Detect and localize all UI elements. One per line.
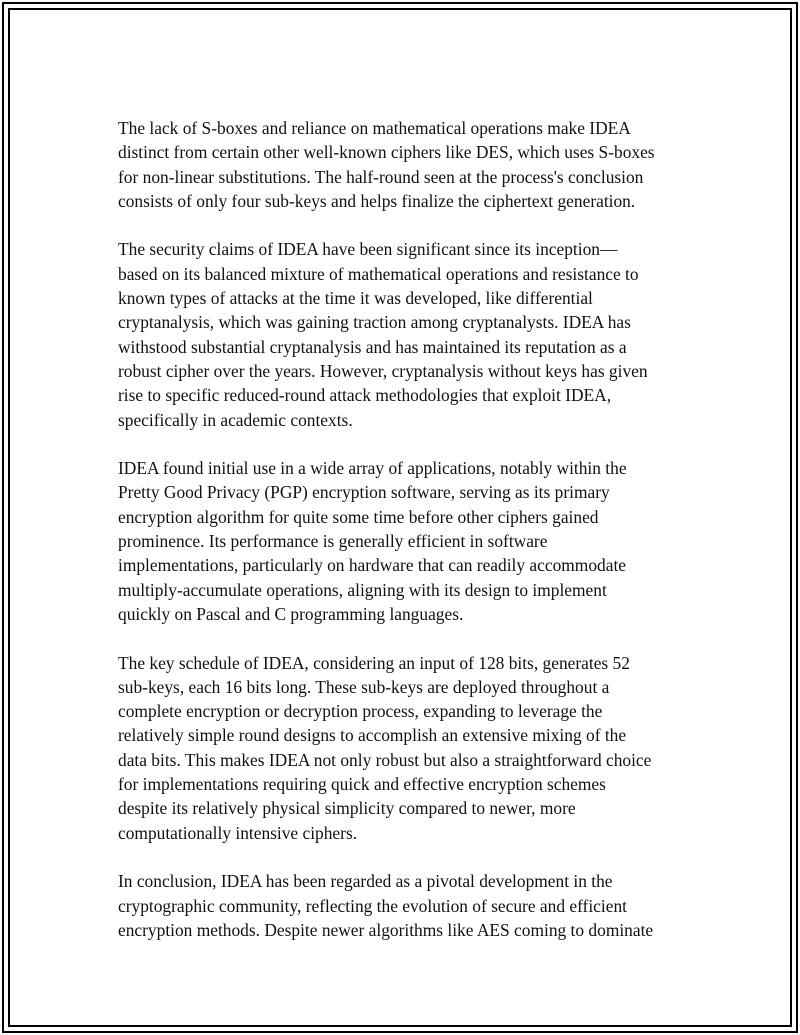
text-line: specifically in academic contexts. [118,409,353,430]
text-line: for non-linear substitutions. The half-round seen at the process's conclusion [118,166,644,187]
text-line: Pretty Good Privacy (PGP) encryption software, serving as its primary [118,482,610,503]
text-line: In conclusion, IDEA has been regarded as a pivotal development in the [118,871,613,892]
text-line: encryption methods. Despite newer algorithms like AES coming to dominate [118,919,654,940]
paragraph-conclusion [118,869,688,942]
text-line: despite its relatively physical simplicity compared to newer, more [118,798,576,819]
paragraph-s-boxes [118,116,688,213]
text-line: prominence. Its performance is generally efficient in software [118,531,548,552]
paragraph-key-schedule [118,651,688,845]
text-line: cryptanalysis, which was gaining traction among cryptanalysts. IDEA has [118,312,631,333]
text-line: complete encryption or decryption process, expanding to leverage the [118,701,603,722]
text-line: for implementations requiring quick and effective encryption schemes [118,774,606,795]
text-line: distinct from certain other well-known ciphers like DES, which uses S-boxes [118,142,655,163]
text-line: IDEA found initial use in a wide array of applications, notably within the [118,458,627,479]
text-line: multiply-accumulate operations, aligning with its design to implement [118,579,607,600]
text-line: encryption algorithm for quite some time before other ciphers gained [118,506,599,527]
text-line: sub-keys, each 16 bits long. These sub-keys are deployed throughout a [118,676,610,697]
text-line: withstood substantial cryptanalysis and has maintained its reputation as a [118,336,627,357]
text-line: The key schedule of IDEA, considering an input of 128 bits, generates 52 [118,652,630,673]
text-line: based on its balanced mixture of mathematical operations and resistance to [118,263,639,284]
text-line: implementations, particularly on hardware that can readily accommodate [118,555,626,576]
text-line: computationally intensive ciphers. [118,822,358,843]
text-line: known types of attacks at the time it was developed, like differential [118,288,593,309]
paragraph-security-claims [118,237,688,431]
text-line: rise to specific reduced-round attack methodologies that exploit IDEA, [118,385,612,406]
text-line: The lack of S-boxes and reliance on mathematical operations make IDEA [118,118,631,138]
text-line: relatively simple round designs to accomplish an extensive mixing of the [118,725,627,746]
text-line: quickly on Pascal and C programming languages. [118,603,464,624]
text-line: robust cipher over the years. However, cryptanalysis without keys has given [118,360,648,381]
text-line: The security claims of IDEA have been significant since its inception— [118,239,618,260]
document-body [118,116,688,966]
text-line: cryptographic community, reflecting the evolution of secure and efficient [118,895,627,916]
text-line: consists of only four sub-keys and helps finalize the ciphertext generation. [118,190,636,211]
text-line: data bits. This makes IDEA not only robust but also a straightforward choice [118,749,652,770]
paragraph-applications [118,456,688,626]
